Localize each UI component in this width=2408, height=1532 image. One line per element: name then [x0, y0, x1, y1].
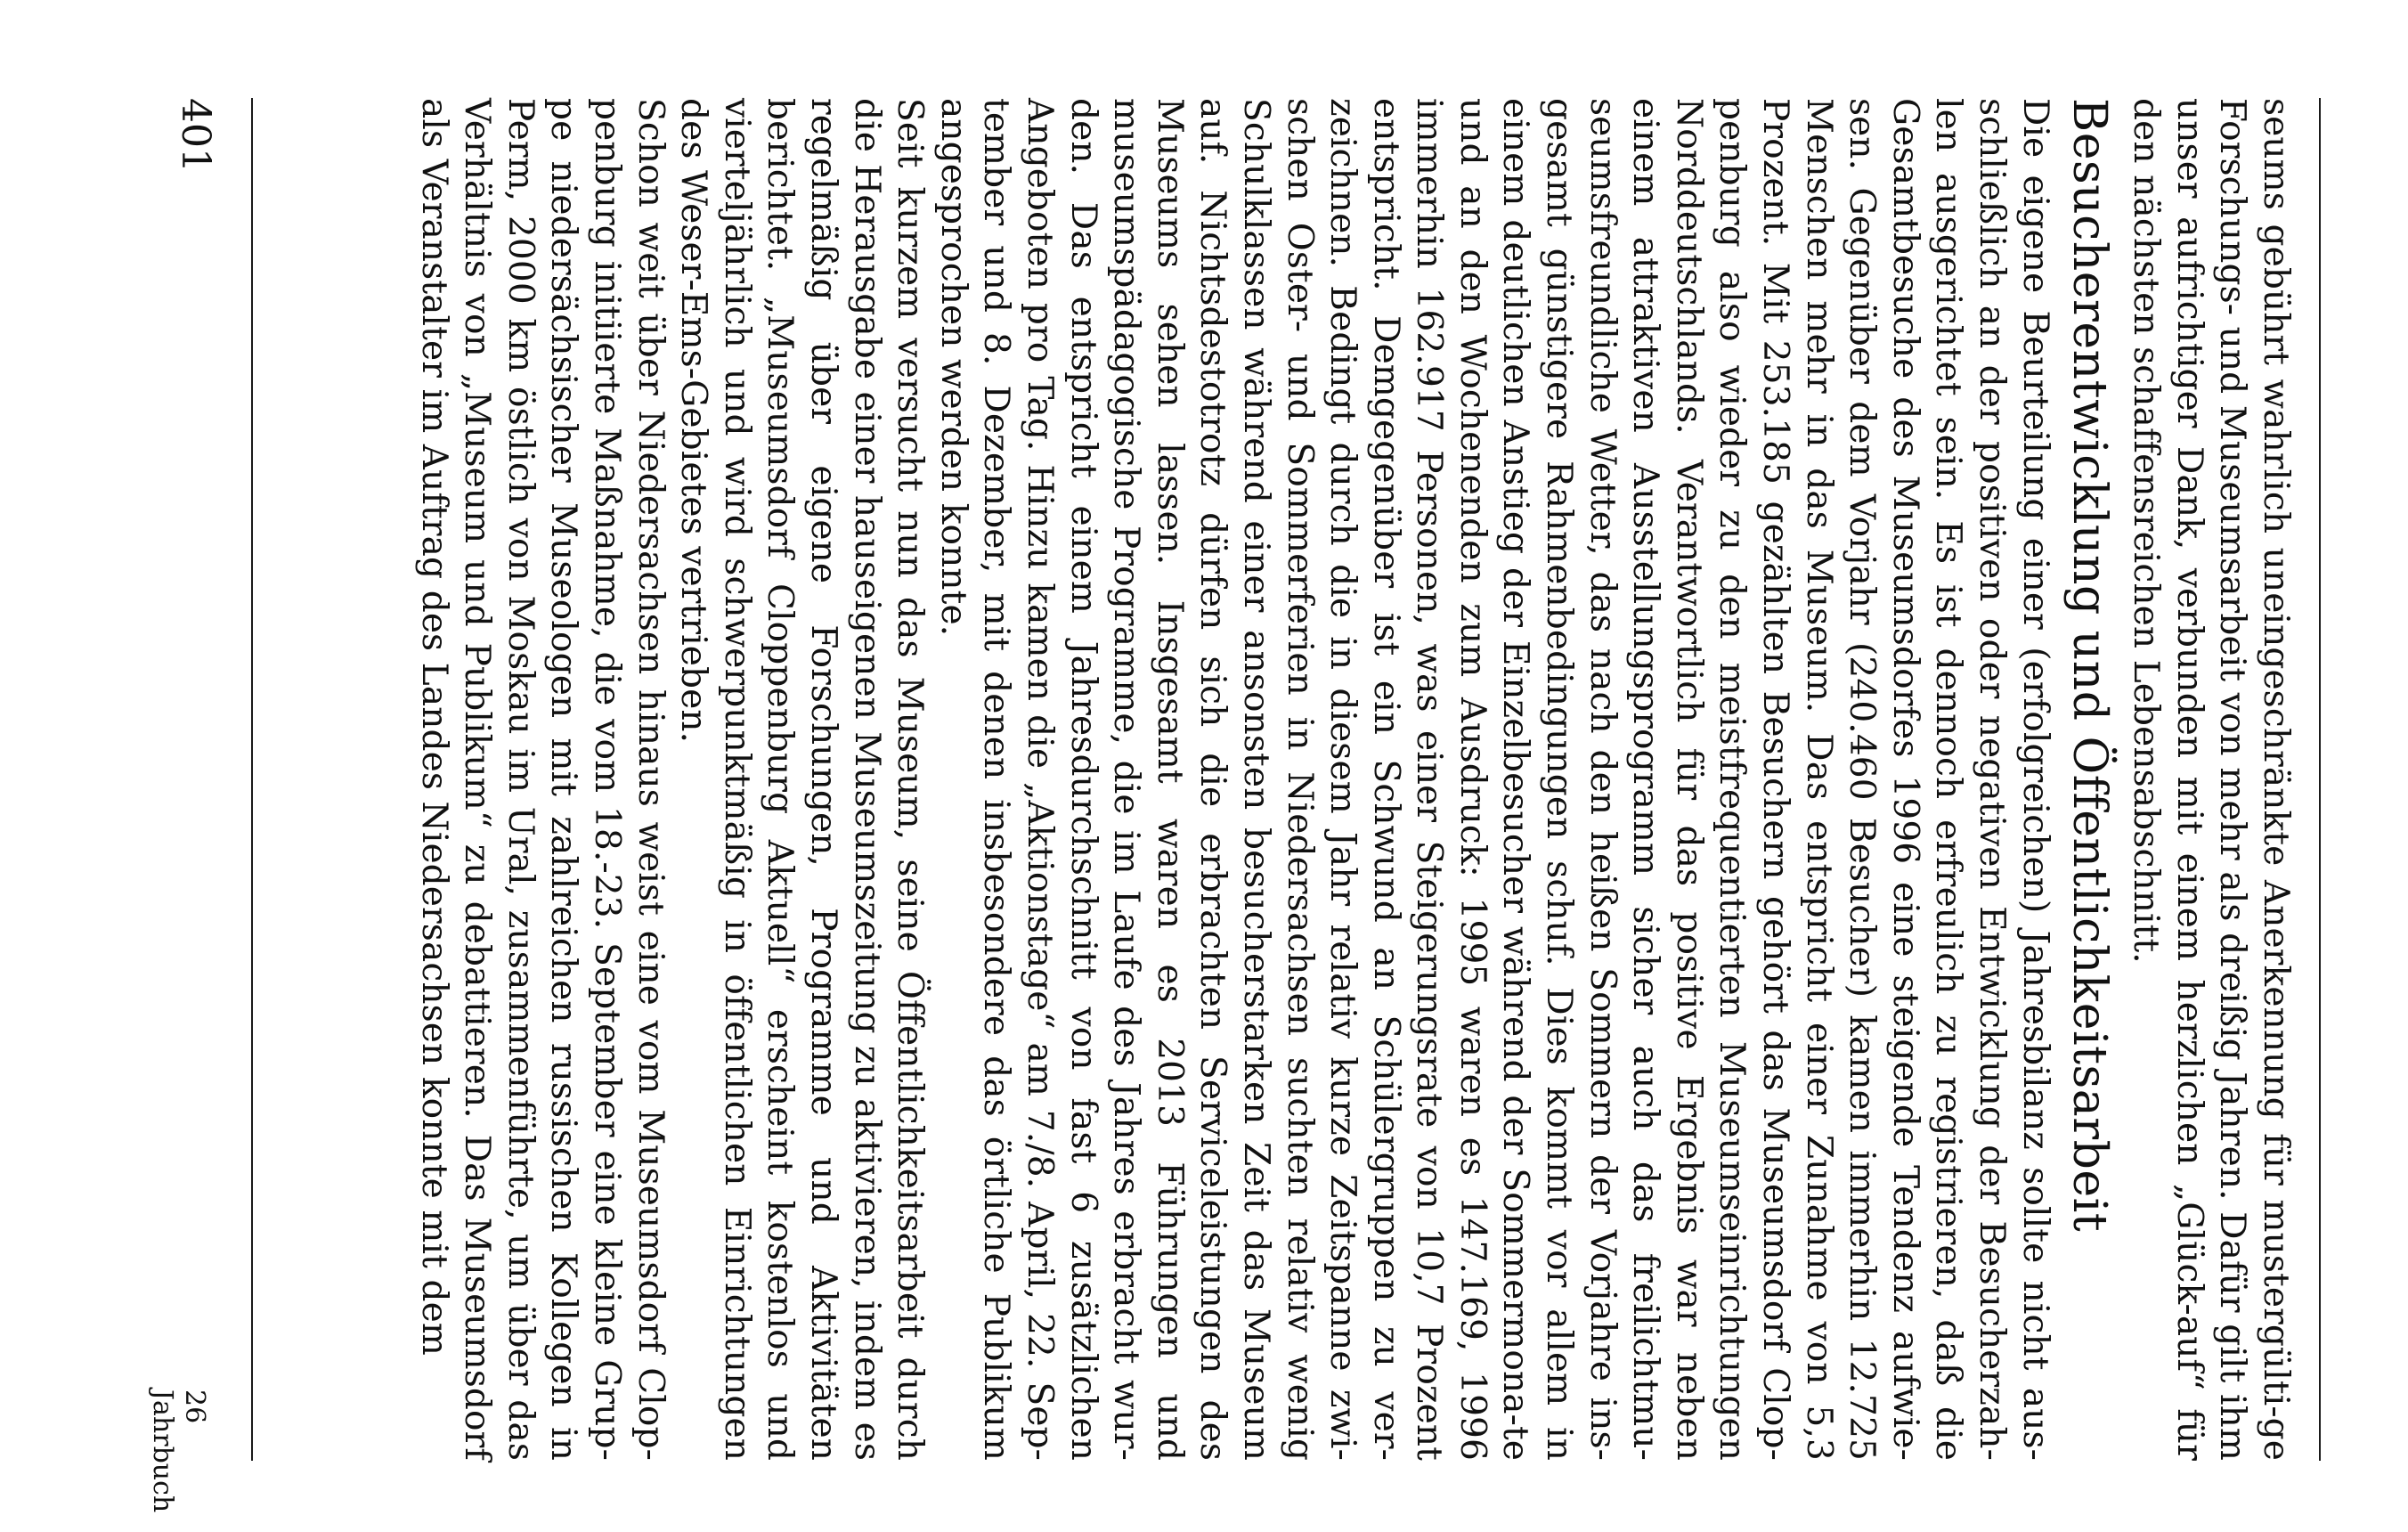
paragraph-perm-conference: Schon weit über Niedersachsen hinaus weist eine vom Museumsdorf Clop-penburg initiierte Maßnahme, die vom 18.-23. September eine kleine Grup-pe niedersächsischer Museologen mit zahlreichen russischen Kollegen in Perm, 2000 km östlich von Moskau im Ural, zusammenführte, um über das Verhältnis von „Museum und Publikum“ zu debattieren. Das Museumsdorf als Veranstalter im Auftrag des Landes Niedersachsen konnte mit dem: [413, 98, 671, 1461]
paragraph-visitor-development: Die eigene Beurteilung einer (erfolgreichen) Jahresbilanz sollte nicht aus-schließlich an der positiven oder negativen Entwicklung der Besucherzah-len ausgerichtet sein. Es ist dennoch erfreulich zu registrieren, daß die Gesamtbesuche des Museumsdorfes 1996 eine steigende Tendenz aufwie-sen. Gegenüber dem Vorjahr (240.460 Besucher) kamen immerhin 12.725 Menschen mehr in das Museum. Das entspricht einer Zunahme von 5,3 Prozent. Mit 253.185 gezählten Besuchern gehört das Museumsdorf Clop-penburg also wieder zu den meistfrequentierten Museumseinrichtungen Norddeutschlands. Verantwortlich für das positive Ergebnis war neben einem attraktiven Ausstellungsprogramm sicher auch das freilichtmu-seumsfreundliche Wetter, das nach den heißen Sommern der Vorjahre ins-gesamt günstigere Rahmenbedingungen schuf. Dies kommt vor allem in einem deutlichen Anstieg der Einzelbesucher während der Sommermona-te und an den Wochenenden zum Ausdruck: 1995 waren es 147.169, 1996 immerhin 162.917 Personen, was einer Steigerungsrate von 10,7 Prozent entspricht. Demgegenüber ist ein Schwund an Schülergruppen zu ver-zeichnen. Bedingt durch die in diesem Jahr relativ kurze Zeitspanne zwi-schen Oster- und Sommerferien in Niedersachsen suchten relativ wenig Schulklassen während einer ansonsten besucherstarken Zeit das Museum auf. Nichtsdestotrotz dürfen sich die erbrachten Serviceleistungen des Museums sehen lassen. Insgesamt waren es 2013 Führungen und museumspädagogische Programme, die im Laufe des Jahres erbracht wur-den. Das entspricht einem Jahresdurchschnitt von fast 6 zusätzlichen Angeboten pro Tag. Hinzu kamen die „Aktionstage“ am 7./8. April, 22. Sep-tember und 8. Dezember, mit denen insbesondere das örtliche Publikum angesprochen werden konnte.: [932, 98, 2055, 1461]
page-number: 401: [173, 98, 218, 173]
footer-rule: [251, 98, 253, 1461]
running-footer: 26 Jahrbuch: [147, 1389, 210, 1513]
header-rule: [2319, 98, 2321, 1461]
paragraph-museum-newspaper: Seit kurzem versucht nun das Museum, seine Öffentlichkeitsarbeit durch die Herausgabe einer hauseigenen Museumszeitung zu aktivieren, indem es regelmäßig über eigene Forschungen, Programme und Aktivitäten berichtet. „Museumsdorf Cloppenburg Aktuell“ erscheint kostenlos und vierteljährlich und wird schwerpunktmäßig in öffentlichen Einrichtungen des Weser-Ems-Gebietes vertrieben.: [673, 98, 931, 1461]
body-text: [411, 98, 2297, 1461]
intro-paragraph: seums gebührt wahrlich uneingeschränkte Anerkennung für mustergülti-ge Forschungs- und Museumsarbeit von mehr als dreißig Jahren. Dafür gilt ihm unser aufrichtiger Dank, verbunden mit einem herzlichen „Glück-auf“ für den nächsten schaffensreichen Lebensabschnitt.: [2126, 98, 2296, 1461]
section-heading: Besucherentwicklung und Öffentlichkeitsarbeit: [2062, 98, 2116, 1233]
